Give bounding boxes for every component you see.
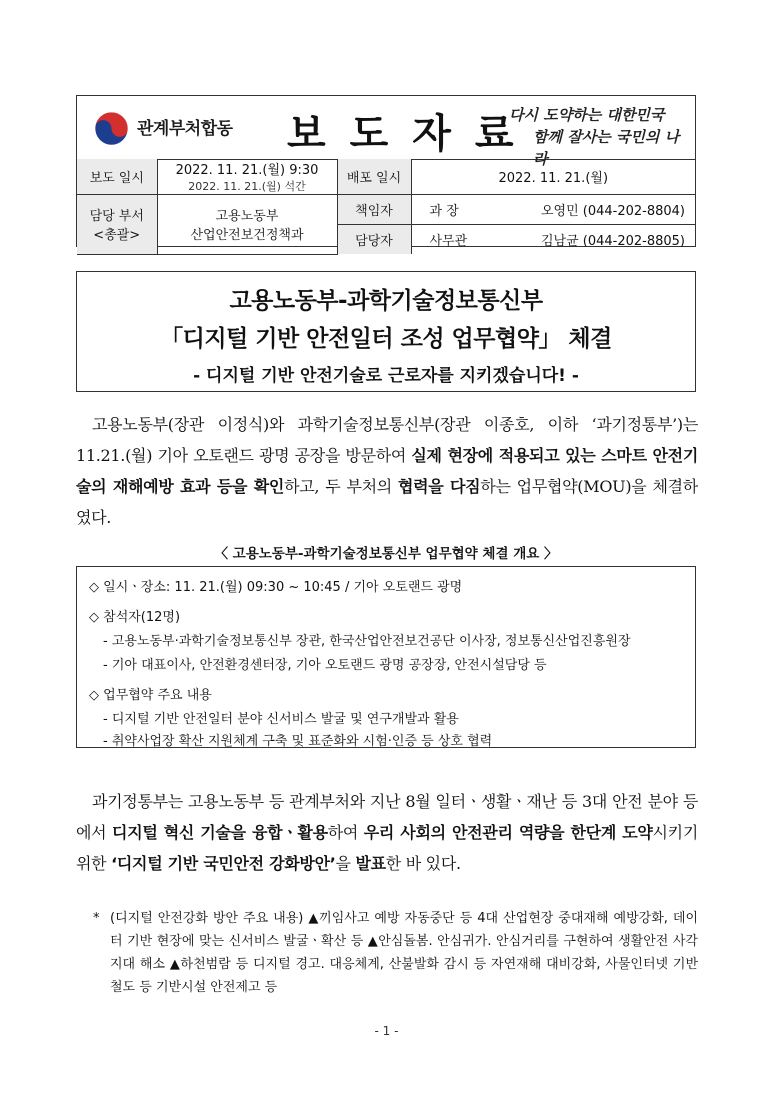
dept-label-cell <box>77 195 157 255</box>
doc-type-title: 보도자료 <box>287 111 538 157</box>
dept-label: 담당 부서 <box>89 209 144 225</box>
lead-text-3: 하는 업무협약(MOU)을 체결하였다. <box>76 477 698 527</box>
release-label: 보도 일시 <box>77 159 157 195</box>
lead-text-1: 고용노동부(장관 이정식)와 과학기술정보통신부(장관 이종호, 이하 ‘과기정통부’)는 11.21.(월) 기아 오토랜드 광명 공장을 방문하여 <box>76 415 698 465</box>
overview-attendee-item: - 고용노동부·과학기술정보통신부 장관, 한국산업안전보건공단 이사장, 정보통신산업진흥원장 <box>103 634 631 649</box>
press-header <box>76 95 696 247</box>
org-name: 관계부처합동 <box>137 119 233 139</box>
staff-contact: 김남균 (044-202-8805) <box>540 234 685 249</box>
responsible-cell <box>411 195 695 225</box>
overview-content-item: - 취약사업장 확산 지원체계 구축 및 표준화와 시험·인증 등 상호 협력 <box>103 734 493 749</box>
lead-bold-1: 실제 현장에 적용되고 있는 스마트 안전기술의 재해예방 효과 등을 확인 <box>76 446 698 496</box>
header-top <box>77 96 695 168</box>
staff-title: 사무관 <box>429 234 468 249</box>
body-text-2: 하여 <box>327 823 364 842</box>
body-text-3: 시키기 위한 <box>76 823 698 873</box>
dept-ministry: 고용노동부 <box>215 209 279 225</box>
taegeuk-logo-icon <box>93 110 130 147</box>
responsible-label: 책임자 <box>337 195 411 225</box>
dept-value-cell <box>157 195 337 255</box>
headline-line-2: 「디지털 기반 안전일터 조성 업무협약」 체결 <box>160 326 612 352</box>
body-text-5: 한 바 있다. <box>385 854 461 873</box>
body-bold-4: 발표 <box>355 854 386 873</box>
slogan-line-2: 함께 잘사는 국민의 나라 <box>533 128 680 168</box>
lead-text-2: 하고, 두 부처의 <box>284 477 398 496</box>
lead-paragraph <box>76 409 698 533</box>
headline-box <box>76 271 696 392</box>
body-bold-1: 디지털 혁신 기술을 융합ㆍ활용 <box>112 823 328 842</box>
distribute-label: 배포 일시 <box>337 159 411 195</box>
footnote-marker: * <box>93 911 100 926</box>
overview-content-item: - 디지털 기반 안전일터 분야 신서비스 발굴 및 연구개발과 활용 <box>103 712 459 727</box>
distribute-value: 2022. 11. 21.(월) <box>411 159 695 195</box>
dept-division: 산업안전보건정책과 <box>190 228 304 244</box>
body-bold-3: ‘디지털 기반 국민안전 강화방안’ <box>111 854 336 873</box>
headline-line-1: 고용노동부-과학기술정보통신부 <box>229 288 543 314</box>
overview-attendee-item: - 기아 대표이사, 안전환경센터장, 기아 오토랜드 광명 공장장, 안전시설담당 등 <box>103 658 547 673</box>
release-sub: 2022. 11. 21.(월) 석간 <box>188 180 306 193</box>
dept-label-sub: <총괄> <box>93 228 141 244</box>
overview-date-place: ◇ 일시ㆍ장소: 11. 21.(월) 09:30 ~ 10:45 / 기아 오토랜드 광명 <box>89 580 463 595</box>
release-cell <box>157 159 337 195</box>
body-text-1: 과기정통부는 고용노동부 등 관계부처와 지난 8월 일터ㆍ생활ㆍ재난 등 3대 안전 분야 등에서 <box>76 792 698 842</box>
headline-subtitle: - 디지털 기반 안전기술로 근로자를 지키겠습니다! - <box>193 366 579 386</box>
body-text-4: 을 <box>335 854 356 873</box>
footnote <box>93 907 698 999</box>
overview-contents-head: ◇ 업무협약 주요 내용 <box>89 688 212 703</box>
page-number: - 1 - <box>374 1024 399 1038</box>
lead-bold-2: 협력을 다짐 <box>397 477 481 496</box>
overview-title: 〈 고용노동부-과학기술정보통신부 업무협약 체결 개요 〉 <box>214 546 558 562</box>
staff-label: 담당자 <box>337 225 411 255</box>
slogan-line-1: 다시 도약하는 대한민국 <box>509 106 665 124</box>
overview-attendees-head: ◇ 참석자(12명) <box>89 610 181 625</box>
press-meta-table <box>77 159 695 255</box>
body-bold-2: 우리 사회의 안전관리 역량을 한단계 도약 <box>363 823 653 842</box>
responsible-contact: 오영민 (044-202-8804) <box>540 204 685 219</box>
release-value: 2022. 11. 21.(월) 9:30 <box>175 163 319 178</box>
body-paragraph <box>76 786 698 879</box>
footnote-text: (디지털 안전강화 방안 주요 내용) ▲끼임사고 예방 자동중단 등 4대 산업현장 중대재해 예방강화, 데이터 기반 현장에 맞는 신서비스 발굴ㆍ확산 등 ▲안심돌봄. 안심귀가. 안심거리를 구현하여 생활안전 사각지대 해소 ▲하천범람 등 디지털 경고. 대응체계, 산불발화 감시 등 자연재해 대비강화, 사물인터넷 기반 철도 등 기반시설 안전제고 등 <box>110 911 698 995</box>
responsible-title: 과 장 <box>429 204 459 219</box>
staff-cell <box>411 225 695 255</box>
overview-box <box>76 566 696 748</box>
